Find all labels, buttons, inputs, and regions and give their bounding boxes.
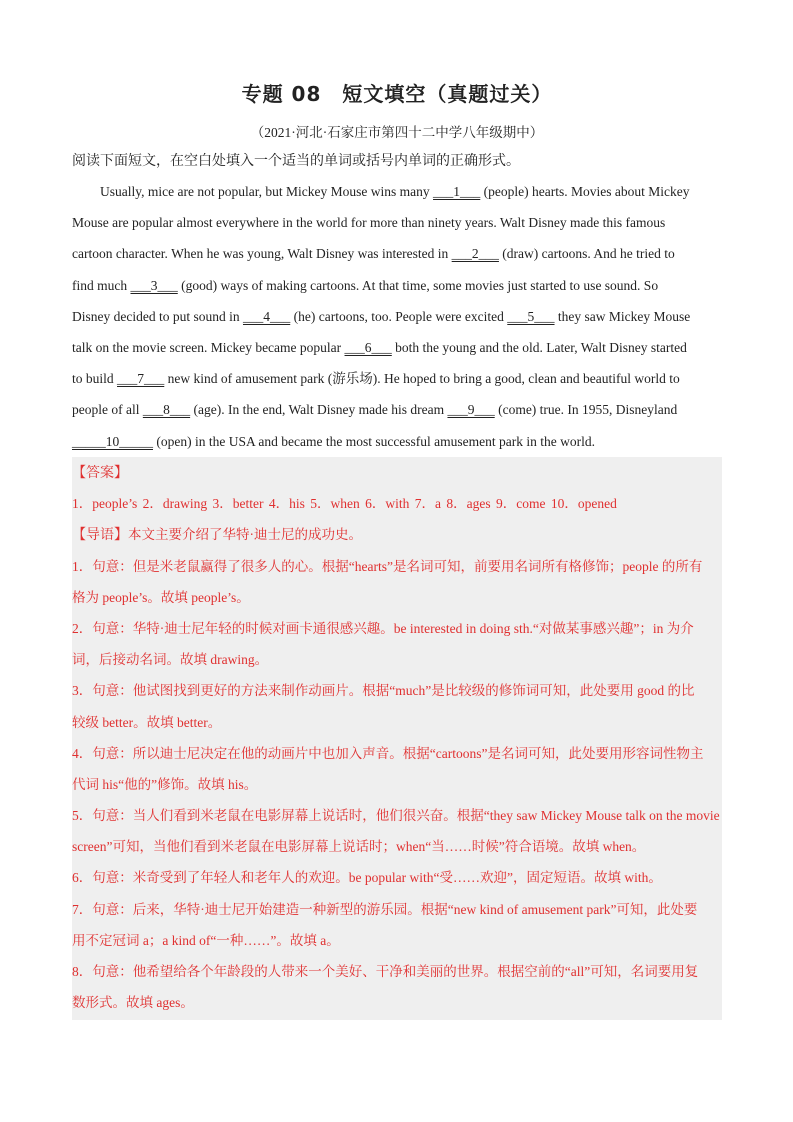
text: people of all: [72, 402, 143, 418]
text: new kind of amusement park (游乐场). He hoped to bring a good, clean and beautiful world to: [164, 371, 680, 387]
answer-item: 1．people’s: [72, 496, 138, 512]
text: (open) in the USA and became the most successful amusement park in the world.: [153, 433, 596, 449]
explanation-line: 词，后接动名词。故填 drawing。: [72, 652, 269, 668]
blank-1: ___1___: [433, 184, 481, 199]
blank-7: ___7___: [117, 371, 165, 387]
answer-item: 3．better: [212, 496, 264, 512]
blank-9: ___9___: [447, 402, 495, 418]
answer-item: 6．with: [365, 496, 410, 512]
explanation-line: 数形式。故填 ages。: [72, 995, 194, 1011]
instruction-text: 阅读下面短文，在空白处填入一个适当的单词或括号内单词的正确形式。: [72, 154, 520, 169]
blank-3: ___3___: [130, 277, 178, 293]
blank-5: ___5___: [507, 308, 555, 324]
text: find much: [72, 277, 131, 293]
text: (age). In the end, Walt Disney made his dream: [190, 402, 448, 418]
explanation-line: 2．句意：华特·迪士尼年轻的时候对画卡通很感兴趣。be interested in doing sth.“对做某事感兴趣”；in 为介: [72, 620, 694, 636]
passage-line: [72, 238, 722, 269]
text: both the young and the old. Later, Walt Disney started: [391, 339, 687, 355]
text: to build: [72, 371, 118, 387]
passage-line: [72, 332, 722, 363]
blank-6: ___6___: [344, 339, 392, 355]
answer-section: [72, 457, 722, 1020]
explanation-line: 4．句意：所以迪士尼决定在他的动画片中也加入声音。根据“cartoons”是名词可知，此处要用形容词性物主: [72, 745, 704, 761]
passage-line: Mouse are popular almost everywhere in the world for more than ninety years. Walt Disney made this famous: [72, 215, 666, 231]
passage-line: [72, 301, 722, 332]
passage: [72, 176, 722, 457]
explanation-line: 8．句意：他希望给各个年龄段的人带来一个美好、干净和美丽的世界。根据空前的“all”可知，名词要用复: [72, 964, 699, 979]
explanation-line: 5．句意：当人们看到米老鼠在电影屏幕上说话时，他们很兴奋。根据“they saw Mickey Mouse talk on the movie: [72, 808, 720, 824]
passage-line: [72, 363, 722, 394]
text: talk on the movie screen. Mickey became popular: [72, 339, 345, 355]
text: cartoon character. When he was young, Walt Disney was interested in: [72, 246, 452, 262]
answer-item: 2．drawing: [142, 496, 208, 512]
passage-line: [72, 270, 722, 301]
blank-10: _____10_____: [72, 433, 153, 449]
text: (he) cartoons, too. People were excited: [290, 308, 508, 324]
passage-line: [72, 176, 722, 207]
explanation-line: 代词 his“他的”修饰。故填 his。: [72, 776, 258, 792]
answer-label: 【答案】: [72, 465, 128, 481]
guide-label: 【导语】: [72, 527, 128, 544]
text: (good) ways of making cartoons. At that time, some movies just started to use sound. So: [177, 277, 659, 293]
explanation-line: 用不定冠词 a；a kind of“一种……”。故填 a。: [72, 932, 340, 948]
guide-line: [72, 519, 722, 550]
text: Usually, mice are not popular, but Mickey Mouse wins many: [100, 184, 434, 199]
passage-line: [72, 394, 722, 425]
explanation-line: 7．句意：后来，华特·迪士尼开始建造一种新型的游乐园。根据“new kind of amusement park”可知，此处要: [72, 901, 698, 917]
text: (draw) cartoons. And he tried to: [498, 246, 675, 262]
text: Disney decided to put sound in: [72, 308, 243, 324]
text: they saw Mickey Mouse: [554, 308, 691, 324]
source-line: （2021·河北·石家庄市第四十二中学八年级期中）: [250, 125, 544, 140]
passage-line: [72, 426, 722, 457]
answer-item: 7．a: [414, 496, 442, 512]
explanation-line: 3．句意：他试图找到更好的方法来制作动画片。根据“much”是比较级的修饰词可知，此处要用 good 的比: [72, 683, 695, 699]
answer-item: 8．ages: [446, 496, 491, 512]
explanation-line: 1．句意：但是米老鼠赢得了很多人的心。根据“hearts”是名词可知，前要用名词所有格修饰；people 的所有: [72, 558, 703, 574]
page-title: 专题 08 短文填空（真题过关）: [241, 82, 553, 106]
answer-label-line: [72, 457, 722, 488]
answer-item: 4．his: [268, 496, 305, 512]
explanation-line: screen”可知，当他们看到米老鼠在电影屏幕上说话时；when“当……时候”符合语境。故填 when。: [72, 839, 646, 855]
explanation-line: 6．句意：米奇受到了年轻人和老年人的欢迎。be popular with“受……欢迎”，固定短语。故填 with。: [72, 870, 662, 886]
answer-list: [72, 488, 722, 519]
blank-8: ___8___: [142, 402, 191, 418]
text: (people) hearts. Movies about Mickey: [480, 184, 690, 199]
answer-item: 9．come: [496, 496, 546, 512]
answer-item: 10．opened: [550, 496, 617, 512]
blank-4: ___4___: [242, 308, 291, 324]
guide-text: 本文主要介绍了华特·迪士尼的成功史。: [128, 527, 362, 543]
blank-2: ___2___: [451, 246, 499, 262]
explanation-line: 较级 better。故填 better。: [72, 714, 222, 730]
explanation-line: 格为 people’s。故填 people’s。: [72, 589, 250, 605]
text: (come) true. In 1955, Disneyland: [494, 402, 678, 418]
answer-item: 5．when: [310, 496, 360, 512]
